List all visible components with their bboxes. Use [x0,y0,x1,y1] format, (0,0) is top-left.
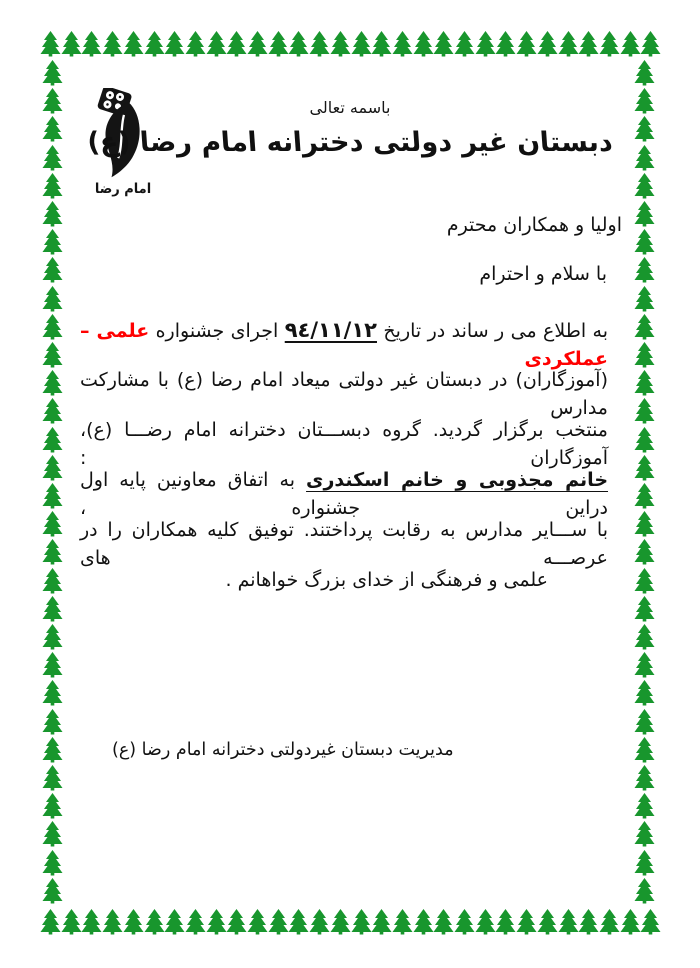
pine-tree-icon [475,30,496,57]
line6-text: علمی و فرهنگی از خدای بزرگ خواهانم . [225,569,548,591]
pine-tree-icon [42,341,63,368]
pine-tree-icon [123,30,144,57]
pine-tree-icon [330,30,351,57]
body-line-3: منتخب برگزار گردید. گروه دبســـتان دخترانه امام رضـــا (ع)، آموزگاران : [80,419,608,469]
pine-tree-icon [475,908,496,935]
line1-pre-text: به اطلاع می ر ساند در تاریخ [376,320,608,342]
pine-tree-icon [42,454,63,481]
pine-tree-icon [634,369,655,396]
pine-tree-icon [288,30,309,57]
pine-tree-icon [516,908,537,935]
school-title: دبستان غیر دولتی دخترانه امام رضا (ع) [86,127,614,158]
pine-tree-icon [634,595,655,622]
pine-tree-icon [634,397,655,424]
pine-tree-icon [634,764,655,791]
pine-tree-icon [42,877,63,904]
pine-tree-icon [620,30,641,57]
pine-tree-icon [247,30,268,57]
pine-tree-icon [164,908,185,935]
pine-tree-icon [558,30,579,57]
pine-tree-icon [81,30,102,57]
pine-tree-icon [226,908,247,935]
pine-tree-icon [42,595,63,622]
pine-tree-icon [42,623,63,650]
pine-tree-icon [640,908,661,935]
pine-tree-icon [42,426,63,453]
pine-tree-icon [42,228,63,255]
bismillah-text: باسمه تعالی [309,98,391,117]
salutation-greeting: با سلام و احترام [479,263,607,285]
pine-tree-icon [634,792,655,819]
body-line-2: (آموزگاران) در دبستان غیر دولتی میعاد امام رضا (ع) با مشارکت مدارس [80,369,608,419]
letter-body [80,316,608,616]
festival-date: ۹٤/۱۱/۱۲ [284,318,377,342]
pine-tree-icon [42,764,63,791]
pine-tree-icon [634,538,655,565]
pine-tree-icon [61,30,82,57]
pine-tree-icon [454,908,475,935]
pine-tree-icon [634,341,655,368]
pine-tree-icon [634,59,655,86]
pine-tree-icon [40,30,61,57]
pine-tree-icon [537,30,558,57]
body-line-5: با ســـایر مدارس به رقابت پرداختند. توفیق کلیه همکاران را در عرصـــه های [80,519,608,569]
pine-tree-icon [634,849,655,876]
pine-tree-icon [185,908,206,935]
pine-tree-icon [42,651,63,678]
pine-tree-icon [634,482,655,509]
pine-tree-icon [102,908,123,935]
pine-tree-icon [42,369,63,396]
pine-tree-icon [634,454,655,481]
pine-tree-icon [634,679,655,706]
pine-tree-icon [634,651,655,678]
pine-tree-icon [42,313,63,340]
logo-caption: امام رضا [94,181,152,198]
pine-tree-icon [226,30,247,57]
pine-tree-icon [164,30,185,57]
pine-tree-icon [351,30,372,57]
pine-tree-icon [634,228,655,255]
pine-tree-icon [433,30,454,57]
pine-tree-icon [620,908,641,935]
pine-tree-icon [123,908,144,935]
line1-mid-text: اجرای جشنواره [149,320,285,342]
pine-tree-icon [433,908,454,935]
pine-tree-icon [42,510,63,537]
pine-tree-icon [42,708,63,735]
pine-tree-icon [144,30,165,57]
pine-tree-icon [578,908,599,935]
pine-tree-icon [413,908,434,935]
pine-tree-icon [558,908,579,935]
pine-tree-icon [634,736,655,763]
pine-tree-icon [634,820,655,847]
pine-tree-icon [309,908,330,935]
pine-tree-icon [495,908,516,935]
pine-tree-icon [42,792,63,819]
pine-tree-icon [40,908,61,935]
pine-tree-icon [309,30,330,57]
pine-tree-icon [206,30,227,57]
pine-tree-icon [144,908,165,935]
pine-tree-icon [330,908,351,935]
pine-tree-icon [42,285,63,312]
pine-tree-icon [634,708,655,735]
pine-tree-icon [640,30,661,57]
pine-tree-icon [42,820,63,847]
pine-tree-icon [371,30,392,57]
pine-tree-icon [102,30,123,57]
pine-tree-icon [206,908,227,935]
pine-tree-icon [634,313,655,340]
pine-tree-icon [42,172,63,199]
pine-tree-icon [634,567,655,594]
pine-tree-icon [42,256,63,283]
line4-rest-text: به اتفاق معاونین پایه اول دراین جشنواره ، [80,469,608,519]
pine-tree-icon [495,30,516,57]
pine-tree-icon [599,30,620,57]
pine-tree-icon [185,30,206,57]
pine-tree-icon [42,538,63,565]
pine-tree-icon [413,30,434,57]
body-line-1 [80,316,608,370]
pine-tree-icon [42,567,63,594]
pine-tree-icon [288,908,309,935]
pine-tree-icon [268,30,289,57]
pine-tree-icon [537,908,558,935]
pine-tree-icon [371,908,392,935]
pine-tree-icon [516,30,537,57]
pine-tree-icon [454,30,475,57]
pine-tree-icon [634,200,655,227]
pine-tree-icon [634,172,655,199]
salutation-recipients: اولیا و همکاران محترم [446,214,622,236]
signature-line: مدیریت دبستان غیردولتی دخترانه امام رضا (ع) [112,740,454,760]
pine-tree-icon [634,510,655,537]
pine-tree-icon [634,256,655,283]
pine-tree-icon [42,397,63,424]
festival-name-highlight: علمی – عملکردی [80,320,608,370]
pine-tree-icon [42,59,63,86]
teacher-names: خانم مجذوبی و خانم اسکندری [306,469,609,491]
pine-tree-icon [42,482,63,509]
body-line-4 [80,466,609,519]
body-line-6 [80,566,624,616]
pine-tree-icon [599,908,620,935]
pine-tree-icon [81,908,102,935]
pine-tree-icon [578,30,599,57]
pine-tree-icon [247,908,268,935]
pine-tree-icon [392,30,413,57]
pine-tree-icon [42,736,63,763]
pine-tree-icon [61,908,82,935]
pine-tree-icon [634,285,655,312]
pine-tree-icon [268,908,289,935]
pine-tree-icon [351,908,372,935]
pine-tree-icon [392,908,413,935]
pine-tree-icon [42,849,63,876]
pine-tree-icon [42,679,63,706]
pine-tree-icon [634,877,655,904]
pine-tree-icon [634,426,655,453]
pine-tree-icon [42,200,63,227]
pine-tree-icon [634,623,655,650]
